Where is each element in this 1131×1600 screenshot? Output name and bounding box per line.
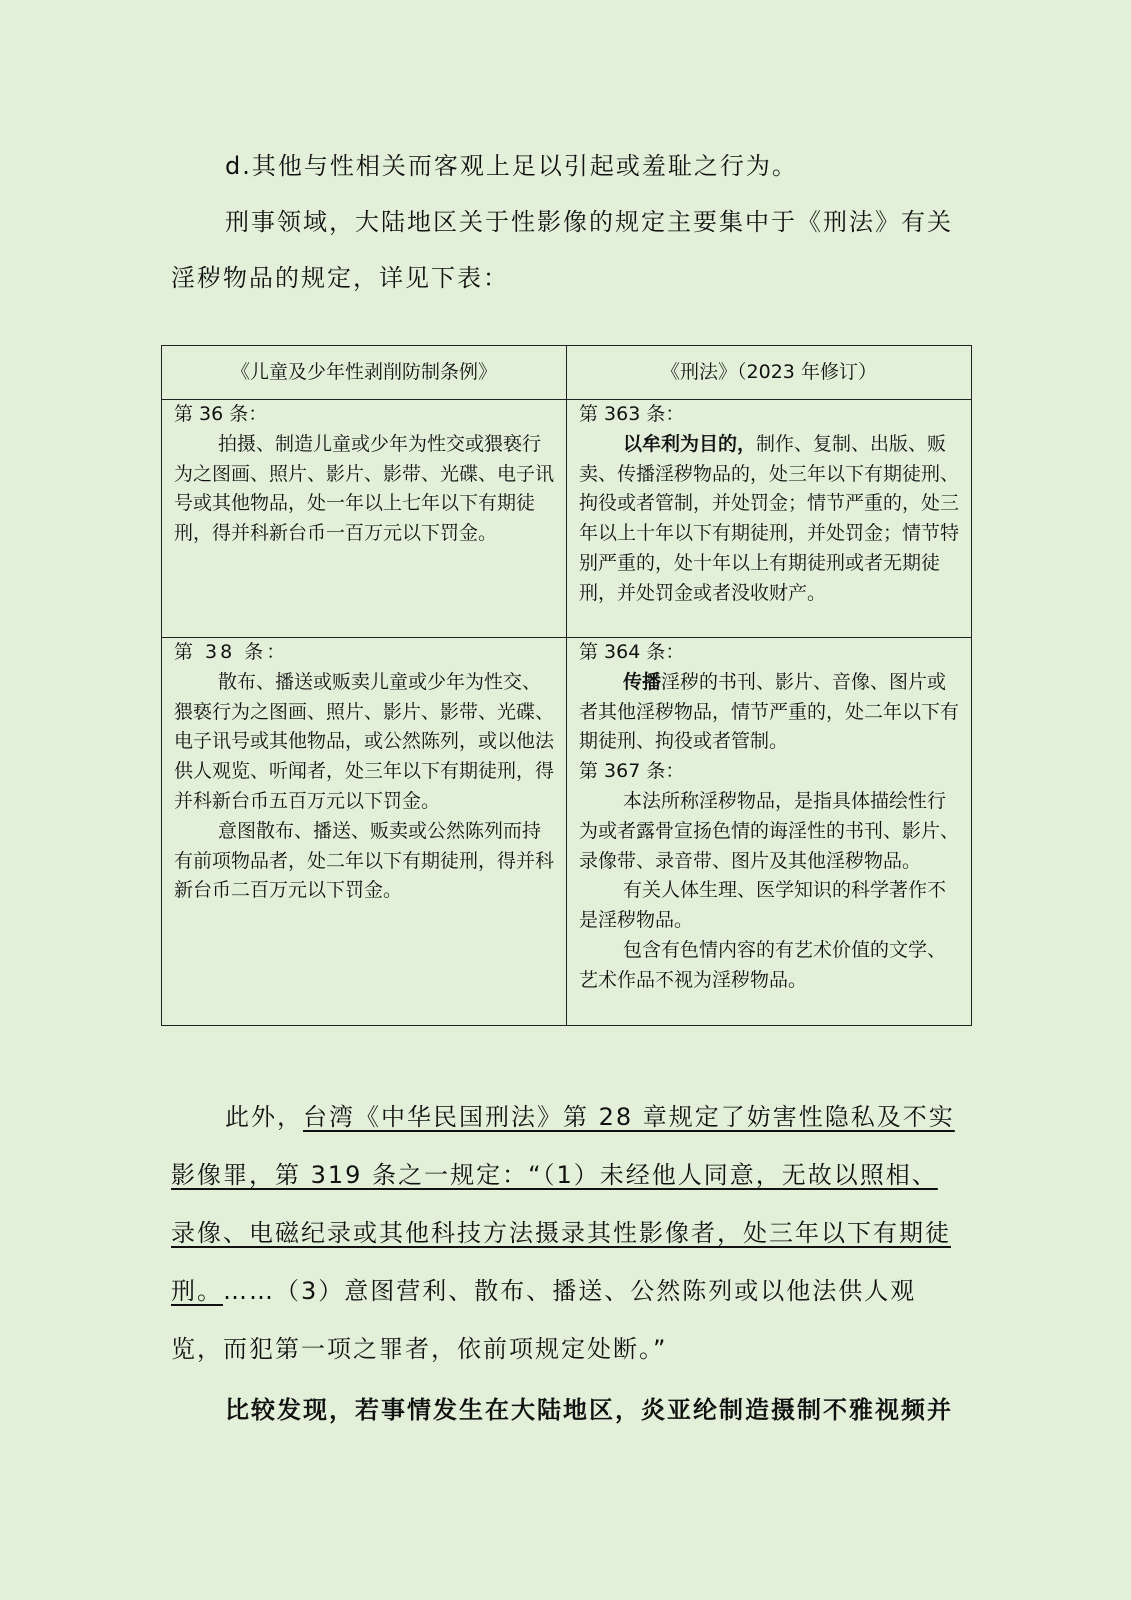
article-364-body: 淫秽的书刊、影片、音像、图片或者其他淫秽物品，情节严重的，处二年以下有期徒刑、拘役或者管制。 [579, 670, 960, 753]
article-363-body: 制作、复制、出版、贩卖、传播淫秽物品的，处三年以下有期徒刑、拘役或者管制，并处罚金；情节严重的，处三年以上十年以下有期徒刑，并处罚金；情节特别严重的，处十年以上有期徒刑或者无期徒刑，并处罚金或者没收财产。 [579, 432, 960, 604]
article-364-text [579, 668, 961, 757]
cell-article-38 [162, 638, 567, 1026]
article-363-emphasis: 以牟利为目的， [623, 432, 757, 455]
article-38-body-1: 散布、播送或贩卖儿童或少年为性交、猥亵行为之图画、照片、影片、影带、光碟、电子讯号或其他物品，或公然陈列，或以他法供人观览、听闻者，处三年以下有期徒刑，得并科新台币五百万元以下罚金。 [174, 670, 555, 812]
header-criminal-law: 《刑法》（2023 年修订） [567, 346, 972, 400]
article-36-body: 拍摄、制造儿童或少年为性交或猥亵行为之图画、照片、影片、影带、光碟、电子讯号或其他物品，处一年以上七年以下有期徒刑，得并科新台币一百万元以下罚金。 [174, 432, 555, 545]
article-364-emphasis: 传播 [623, 670, 662, 693]
table-row [162, 638, 972, 1026]
article-364-title: 第 364 条： [579, 641, 685, 663]
taiwan-lead: 此外， [225, 1103, 303, 1131]
cell-article-364-367 [567, 638, 972, 1026]
taiwan-law-paragraph [171, 1088, 961, 1378]
article-363-title: 第 363 条： [579, 403, 685, 425]
header-taiwan-ordinance: 《儿童及少年性剥削防制条例》 [162, 346, 567, 400]
taiwan-underlined-quote: 台湾《中华民国刑法》第 28 章规定了妨害性隐私及不实影像罪，第 319 条之一规定：“（1）未经他人同意，无故以照相、录像、电磁纪录或其他科技方法摄录其性影像者，处三年以下有期徒刑。 [171, 1103, 955, 1305]
article-367-body-3: 包含有色情内容的有艺术价值的文学、艺术作品不视为淫秽物品。 [579, 938, 947, 991]
taiwan-rest: ……（3）意图营利、散布、播送、公然陈列或以他法供人观览，而犯第一项之罪者，依前项规定处断。” [171, 1277, 917, 1363]
article-367-body-2: 有关人体生理、医学知识的科学著作不是淫秽物品。 [579, 879, 947, 932]
criminal-law-paragraph: 刑事领域，大陆地区关于性影像的规定主要集中于《刑法》有关淫秽物品的规定，详见下表： [171, 208, 953, 292]
article-367-title: 第 367 条： [579, 760, 685, 783]
article-363-text [579, 430, 961, 609]
article-36-title: 第 36 条： [174, 403, 268, 425]
table-header-row [162, 346, 972, 400]
comparison-paragraph: 比较发现，若事情发生在大陆地区，炎亚纶制造摄制不雅视频并 [225, 1396, 953, 1424]
table-row [162, 400, 972, 638]
article-38-body-2: 意图散布、播送、贩卖或公然陈列而持有前项物品者，处二年以下有期徒刑，得并科新台币二百万元以下罚金。 [174, 819, 555, 902]
cell-article-36 [162, 400, 567, 638]
item-d-paragraph: d.其他与性相关而客观上足以引起或羞耻之行为。 [225, 152, 798, 180]
cell-article-363 [567, 400, 972, 638]
article-367-body-1: 本法所称淫秽物品，是指具体描绘性行为或者露骨宣扬色情的诲淫性的书刊、影片、录像带、录音带、图片及其他淫秽物品。 [579, 789, 960, 872]
comparison-table [161, 345, 972, 1026]
article-38-title: 第 38 条： [174, 641, 289, 663]
